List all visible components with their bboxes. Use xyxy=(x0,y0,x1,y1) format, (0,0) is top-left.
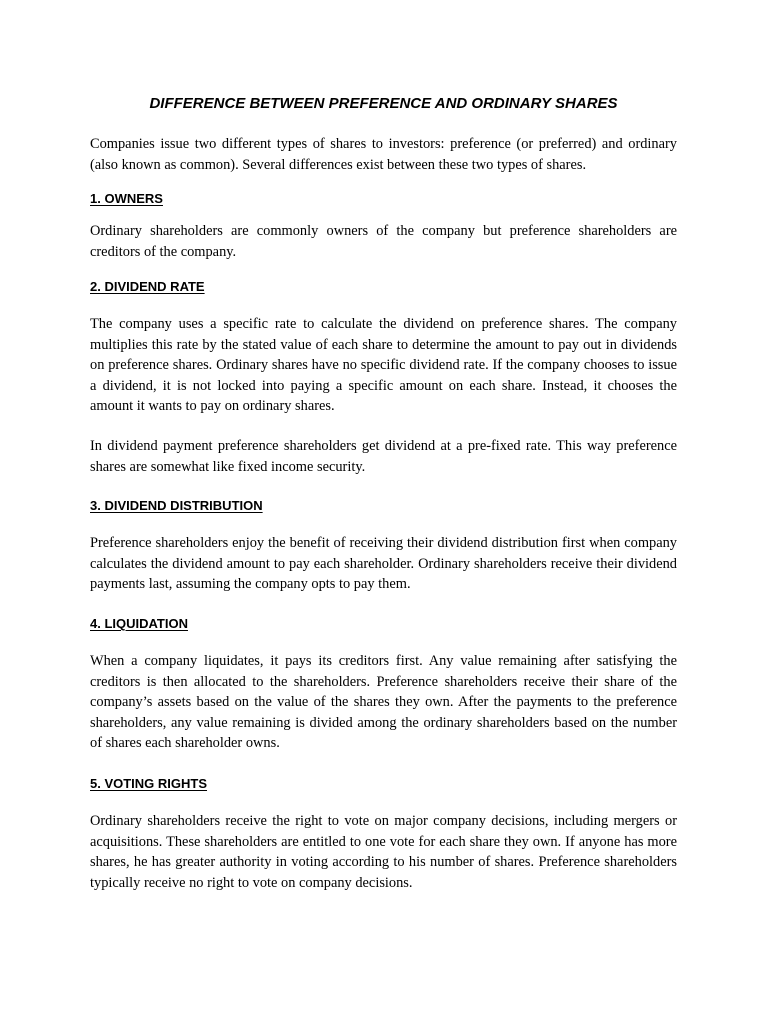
dividend-distribution-paragraph: Preference shareholders enjoy the benefit of receiving their dividend distribution first when company calculates the dividend amount to pay each shareholder. Ordinary shareholders receive their dividend payments last, assuming the company opts to pay them. xyxy=(90,535,677,593)
section-heading-liquidation: 4. LIQUIDATION xyxy=(90,616,188,631)
intro-paragraph: Companies issue two different types of shares to investors: preference (or preferred) and ordinary (also known as common). Several differences exist between these two types of shares. xyxy=(90,136,677,173)
section-heading-dividend-distribution: 3. DIVIDEND DISTRIBUTION xyxy=(90,498,263,513)
dividend-rate-paragraph-2: In dividend payment preference shareholders get dividend at a pre-fixed rate. This way preference shares are somewhat like fixed income security. xyxy=(90,438,677,475)
dividend-rate-paragraph-1: The company uses a specific rate to calculate the dividend on preference shares. The company multiplies this rate by the stated value of each share to determine the amount to pay out in dividends on preference shares. Ordinary shares have no specific dividend rate. If the company chooses to issue a dividend, it is not locked into paying a specific amount on each share. Instead, it chooses the amount it wants to pay on ordinary shares. xyxy=(90,316,677,415)
owners-paragraph: Ordinary shareholders are commonly owners of the company but preference shareholders are creditors of the company. xyxy=(90,223,677,260)
section-heading-owners: 1. OWNERS xyxy=(90,191,163,206)
liquidation-paragraph: When a company liquidates, it pays its creditors first. Any value remaining after satisfying the creditors is then allocated to the shareholders. Preference shareholders receive their share of the company’s assets based on the value of the shares they own. After the payments to the preference shareholders, any value remaining is divided among the ordinary shareholders based on the number of shares each shareholder owns. xyxy=(90,653,677,752)
document-title: DIFFERENCE BETWEEN PREFERENCE AND ORDINARY SHARES xyxy=(149,95,618,112)
section-heading-dividend-rate: 2. DIVIDEND RATE xyxy=(90,279,205,294)
voting-rights-paragraph: Ordinary shareholders receive the right to vote on major company decisions, including mergers or acquisitions. These shareholders are entitled to one vote for each share they own. If anyone has more shares, he has greater authority in voting according to his number of shares. Preference shareholders typically receive no right to vote on company decisions. xyxy=(90,813,677,891)
section-heading-voting-rights: 5. VOTING RIGHTS xyxy=(90,776,208,791)
